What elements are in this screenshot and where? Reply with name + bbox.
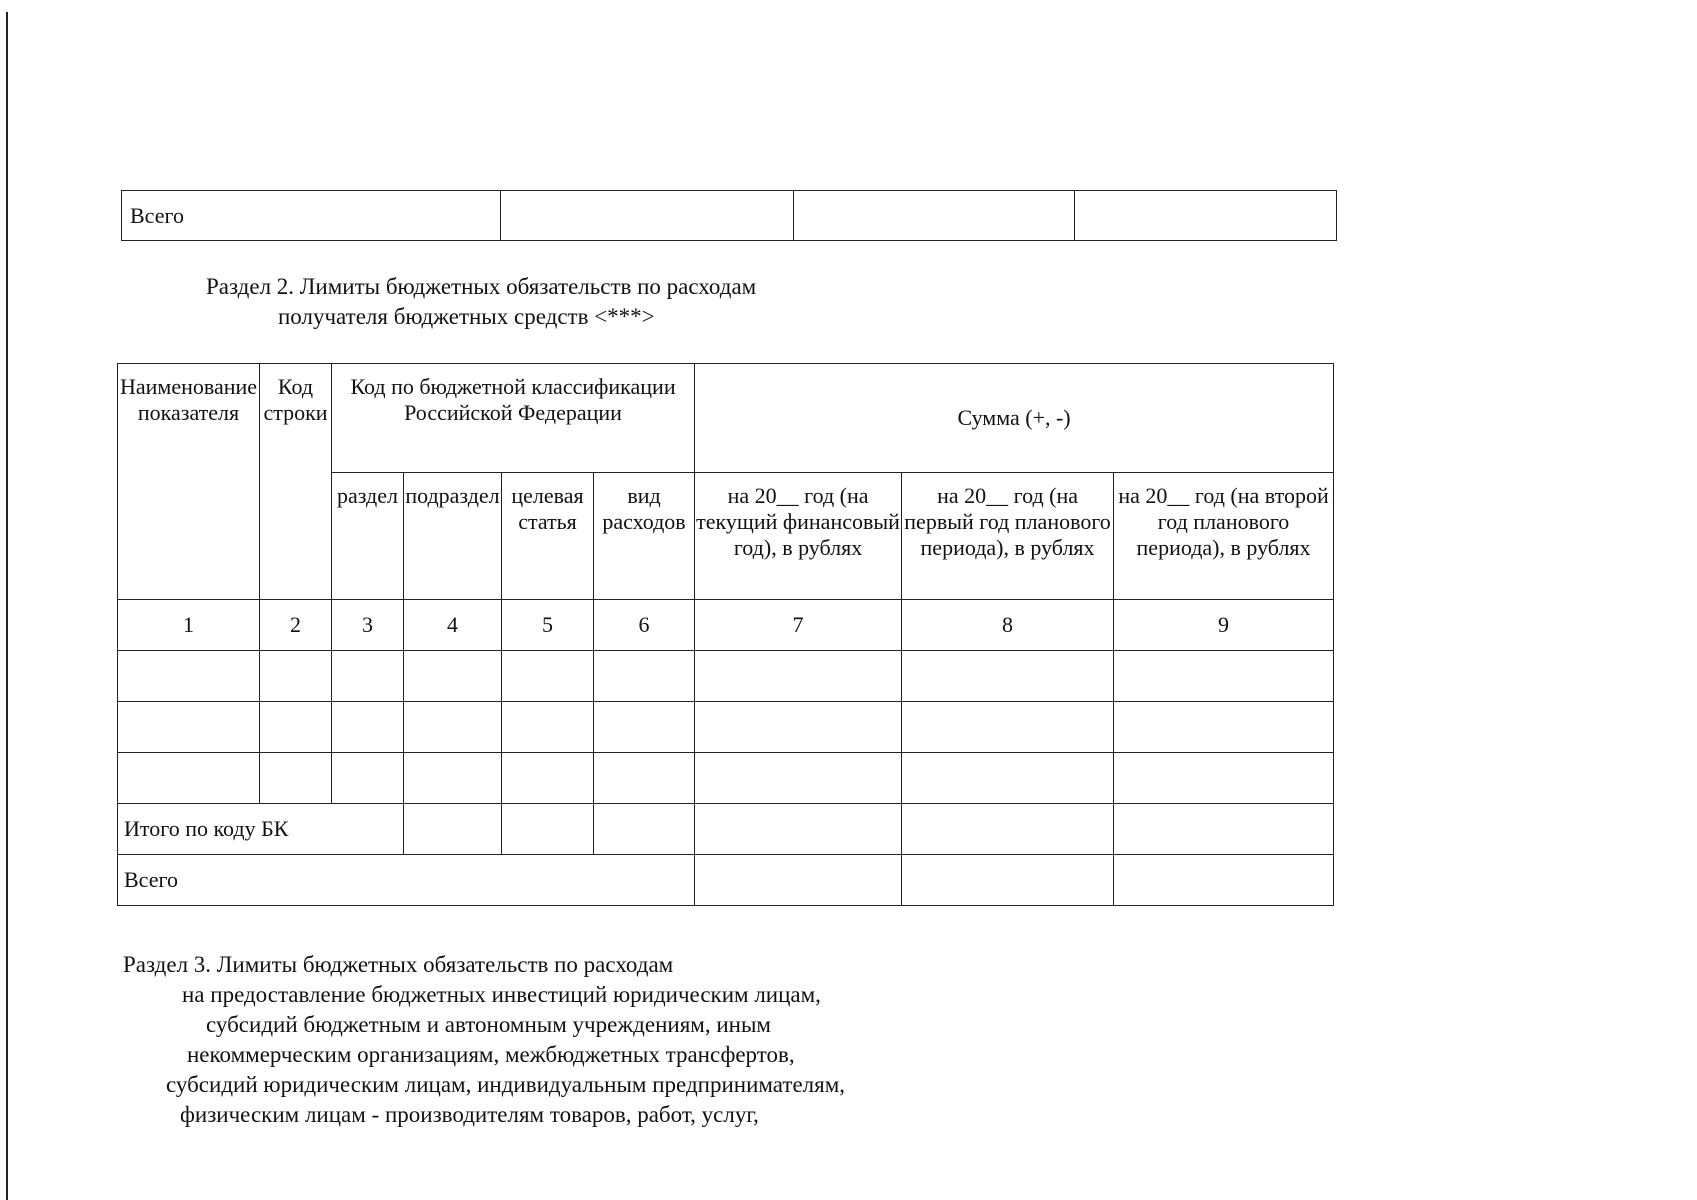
column-number: 4 (404, 600, 502, 651)
table-cell (594, 753, 695, 804)
table-cell (1114, 804, 1334, 855)
total-cell (501, 191, 794, 241)
column-number: 6 (594, 600, 695, 651)
column-number: 3 (332, 600, 404, 651)
header-year3: на 20__ год (на второй год планового периода), в рублях (1114, 473, 1334, 600)
table-cell (902, 804, 1114, 855)
header-name: Наименование показателя (118, 364, 260, 600)
table-cell (594, 702, 695, 753)
table-cell (260, 651, 332, 702)
total-row (118, 855, 1334, 906)
table-cell (594, 804, 695, 855)
table-cell (695, 702, 902, 753)
column-number: 5 (502, 600, 594, 651)
section3-title-line: на предоставление бюджетных инвестиций юридическим лицам, (182, 982, 821, 1007)
table-cell (902, 753, 1114, 804)
column-number: 7 (695, 600, 902, 651)
table-row (118, 753, 1334, 804)
section3-title-line: физическим лицам - производителям товаров, работ, услуг, (180, 1102, 759, 1127)
table-cell (502, 702, 594, 753)
table-cell (1114, 651, 1334, 702)
header-sum: Сумма (+, -) (695, 364, 1334, 473)
header-target: целевая статья (502, 473, 594, 600)
table-row (118, 651, 1334, 702)
header-razdel: раздел (332, 473, 404, 600)
header-year1: на 20__ год (на текущий финансовый год), в рублях (695, 473, 902, 600)
header-podrazdel: подраздел (404, 473, 502, 600)
table-row (118, 702, 1334, 753)
header-expense-type: вид расходов (594, 473, 695, 600)
header-row (118, 364, 1334, 473)
column-number: 8 (902, 600, 1114, 651)
table-cell (695, 855, 902, 906)
total-label: Всего (118, 855, 695, 906)
table-cell (332, 753, 404, 804)
table-row (122, 191, 1337, 241)
header-year2: на 20__ год (на первый год планового периода), в рублях (902, 473, 1114, 600)
table-cell (404, 753, 502, 804)
column-number: 2 (260, 600, 332, 651)
table-cell (502, 651, 594, 702)
table-cell (902, 702, 1114, 753)
section3-title-line: субсидий бюджетным и автономным учреждениям, иным (206, 1012, 771, 1037)
table-cell (404, 702, 502, 753)
section3-title-line: субсидий юридическим лицам, индивидуальным предпринимателям, (166, 1072, 846, 1097)
itogo-label: Итого по коду БК (118, 804, 404, 855)
table-cell (1114, 702, 1334, 753)
table-cell (404, 651, 502, 702)
column-number: 9 (1114, 600, 1334, 651)
column-number: 1 (118, 600, 260, 651)
itogo-row (118, 804, 1334, 855)
section2-title: Раздел 2. Лимиты бюджетных обязательств по расходам (206, 274, 757, 299)
table-cell (118, 651, 260, 702)
table-cell (594, 651, 695, 702)
total-cell (1075, 191, 1337, 241)
table-cell (502, 753, 594, 804)
table-cell (332, 702, 404, 753)
table-cell (404, 804, 502, 855)
table-cell (902, 651, 1114, 702)
table-cell (332, 651, 404, 702)
header-bk-code: Код по бюджетной классификации Российской Федерации (332, 364, 695, 473)
header-code: Код строки (260, 364, 332, 600)
total-cell (794, 191, 1075, 241)
table-cell (695, 804, 902, 855)
total-table (121, 190, 1337, 241)
table-cell (695, 753, 902, 804)
section2-subtitle: получателя бюджетных средств <***> (278, 304, 655, 329)
section2-table (117, 363, 1334, 906)
section3-title: Раздел 3. Лимиты бюджетных обязательств по расходам (123, 952, 674, 977)
table-cell (1114, 753, 1334, 804)
table-cell (1114, 855, 1334, 906)
page-border-line (6, 12, 8, 1200)
table-cell (118, 753, 260, 804)
table-cell (502, 804, 594, 855)
column-number-row (118, 600, 1334, 651)
table-cell (902, 855, 1114, 906)
table-cell (260, 702, 332, 753)
table-cell (260, 753, 332, 804)
table-cell (695, 651, 902, 702)
total-label: Всего (122, 191, 501, 241)
section3-title-line: некоммерческим организациям, межбюджетных трансфертов, (187, 1042, 795, 1067)
table-cell (118, 702, 260, 753)
